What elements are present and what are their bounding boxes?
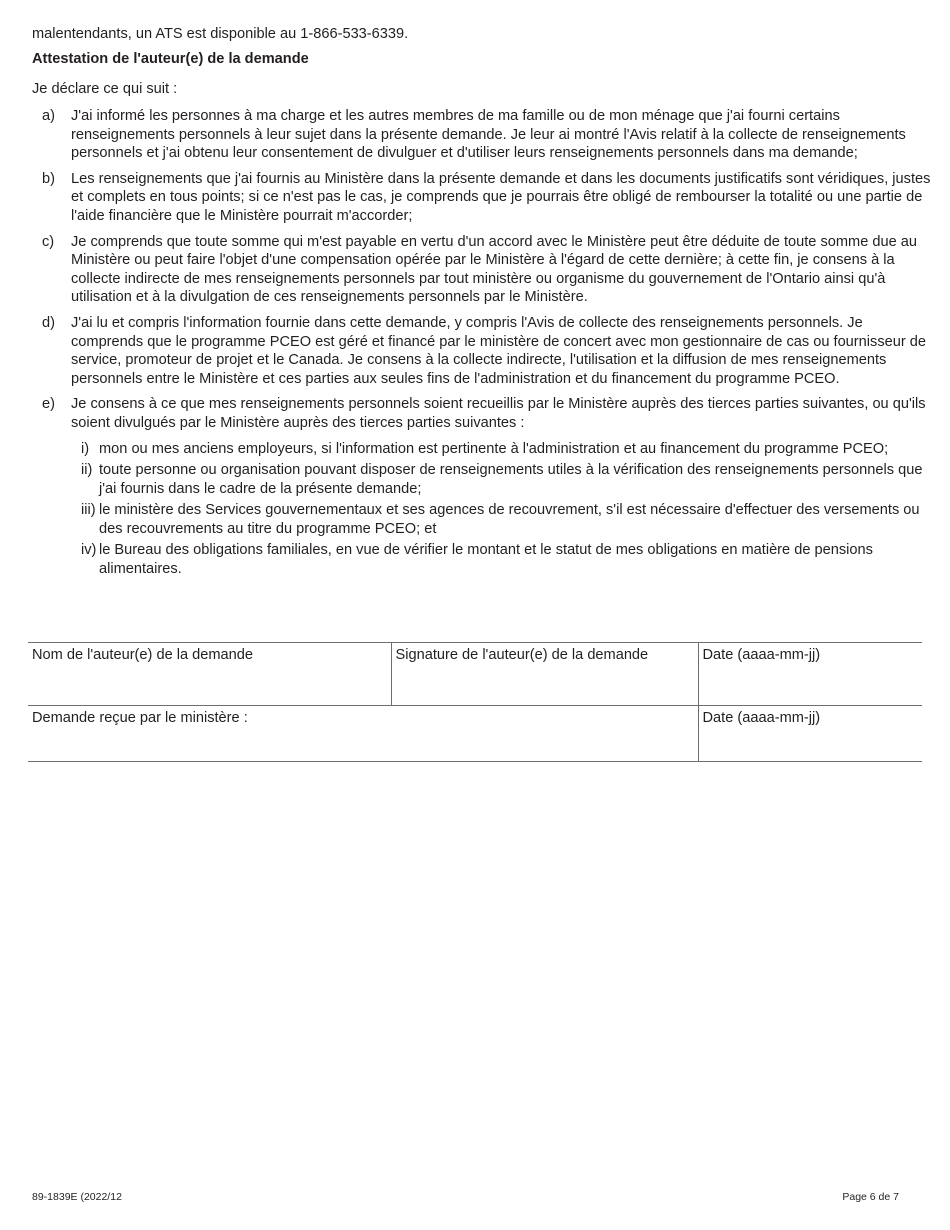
applicant-signature-label: Signature de l'auteur(e) de la demande: [395, 647, 649, 663]
subitem-text: mon ou mes anciens employeurs, si l'information est pertinente à l'administration et au financement du programme PCEO;: [99, 440, 889, 457]
applicant-date-field[interactable]: [698, 643, 922, 706]
item-marker: c): [42, 233, 55, 250]
received-date-label: Date (aaaa-mm-jj): [702, 710, 821, 726]
received-date-field[interactable]: [698, 706, 922, 762]
tty-line: malentendants, un ATS est disponible au 1-866-533-6339.: [32, 26, 409, 42]
declaration-list: [32, 107, 932, 589]
declaration-item-d: [32, 314, 932, 388]
received-by-label: Demande reçue par le ministère :: [32, 710, 248, 726]
declaration-intro: Je déclare ce qui suit :: [32, 81, 178, 97]
applicant-date-label: Date (aaaa-mm-jj): [702, 647, 821, 663]
item-marker: b): [42, 170, 55, 187]
section-title: Attestation de l'auteur(e) de la demande: [32, 51, 309, 67]
subitem-marker: iv): [81, 542, 97, 559]
item-text: J'ai informé les personnes à ma charge et les autres membres de ma famille ou de mon ménage que j'ai fourni certains renseignements personnels à leur sujet dans la présente demande. Je leur ai montré l'Avis relatif à la collecte de renseignements personnels et j'ai obtenu leur consentement de divulguer et d'utiliser leurs renseignements personnels dans ma demande;: [71, 108, 906, 162]
subitem-text: le ministère des Services gouvernementaux et ses agences de recouvrement, s'il est nécessaire d'effectuer des versements ou des recouvrements au titre du programme PCEO; et: [99, 502, 920, 537]
received-by-field[interactable]: [28, 706, 698, 762]
subitem-text: le Bureau des obligations familiales, en vue de vérifier le montant et le statut de mes obligations en matière de pensions alimentaires.: [99, 542, 873, 578]
subitem-marker: iii): [81, 502, 96, 519]
third-party-list: [71, 440, 932, 579]
subitem-marker: i): [81, 440, 90, 457]
page-number: Page 6 de 7: [842, 1191, 899, 1203]
subitem-marker: ii): [81, 462, 93, 479]
signature-table: [28, 642, 922, 762]
third-party-item-i: [71, 440, 932, 459]
form-number: 89-1839E (2022/12: [32, 1191, 122, 1203]
item-text: J'ai lu et compris l'information fournie dans cette demande, y compris l'Avis de collecte des renseignements personnels. Je comprends que le programme PCEO est géré et financé par le ministère de concert avec mon gestionnaire de cas ou fournisseur de service, promoteur de projet et le Canada. Je consens à la collecte indirecte, l'utilisation et la diffusion de mes renseignements personnels entre le Ministère et ces parties aux seules fins de l'administration et du financement du programme PCEO.: [71, 314, 926, 387]
item-text: Les renseignements que j'ai fournis au Ministère dans la présente demande et dans les documents justificatifs sont véridiques, justes et complets en tous points; si ce n'est pas le cas, je comprends que je pourrais être obligé de rembourser la totalité ou une partie de l'aide financière que le Ministère pourrait m'accorder;: [71, 170, 931, 224]
item-marker: a): [42, 108, 55, 124]
applicant-name-field[interactable]: [28, 643, 391, 706]
third-party-item-ii: [71, 461, 932, 498]
ministry-row: [28, 706, 922, 762]
third-party-item-iv: [71, 541, 932, 578]
item-marker: d): [42, 314, 55, 331]
third-party-item-iii: [71, 501, 932, 538]
item-text: Je comprends que toute somme qui m'est payable en vertu d'un accord avec le Ministère peut être déduite de toute somme due au Ministère ou peut faire l'objet d'une compensation opérée par le Ministère à l'égard de cette dernière; à cette fin, je consens à la collecte indirecte de mes renseignements personnels par tout ministère ou organisme du gouvernement de l'Ontario ainsi qu'à utilisation et à la divulgation de ces renseignements personnels par le Ministère.: [71, 233, 918, 306]
declaration-item-e: [32, 395, 932, 581]
item-text: Je consens à ce que mes renseignements personnels soient recueillis par le Ministère auprès des tierces parties suivantes, ou qu'ils soient divulgués par le Ministère auprès des tierces parties suivantes :: [71, 396, 926, 431]
signature-row: [28, 643, 922, 706]
applicant-name-label: Nom de l'auteur(e) de la demande: [32, 647, 254, 663]
applicant-signature-field[interactable]: [391, 643, 698, 706]
subitem-text: toute personne ou organisation pouvant disposer de renseignements utiles à la vérification des renseignements personnels que j'ai fournis dans le cadre de la présente demande;: [99, 462, 923, 497]
item-marker: e): [42, 396, 55, 413]
item-body: [71, 395, 932, 581]
declaration-item-a: [32, 107, 932, 163]
declaration-item-b: [32, 170, 932, 226]
declaration-item-c: [32, 233, 932, 307]
